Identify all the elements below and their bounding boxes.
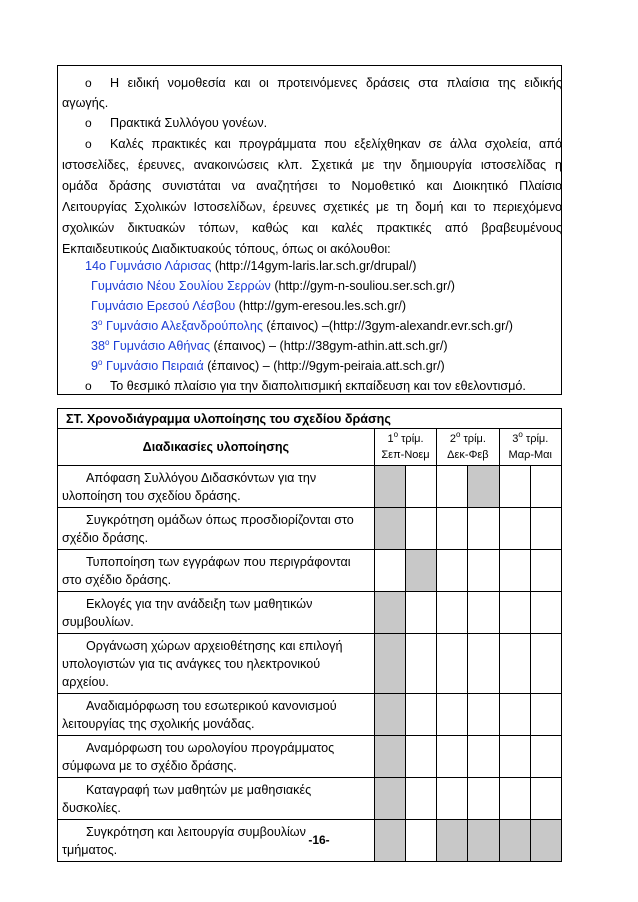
task-cell [58,508,375,550]
page-number: -16- [308,833,330,847]
period-cell [468,634,499,694]
resources-box [57,65,562,395]
period-cell [374,550,405,592]
task-line: υλοποίηση του σχεδίου δράσης. [62,489,241,503]
text-line: αγωγής. [62,96,109,110]
period-cell [437,778,468,820]
task-line: Τυποποίηση των εγγράφων που περιγράφονται [86,555,351,569]
period-cell [499,508,530,550]
task-line: Καταγραφή των μαθητών με μαθησιακές [86,783,312,797]
period-cell [530,736,561,778]
period-cell [499,634,530,694]
shaded-period-cell [374,592,405,634]
task-line: Αναμόρφωση του ωρολογίου προγράμματος [86,741,335,755]
shaded-period-cell [374,778,405,820]
schedule-title: ΣΤ. Χρονοδιάγραμμα υλοποίησης του σχεδίου δράσης [58,409,562,429]
text-line: ιστοσελίδες, έρευνες, ανακοινώσεις κλπ. Σχετικά με την δημιουργία ιστοσελίδας η [62,158,562,172]
table-row [58,592,562,634]
period-cell [437,592,468,634]
task-line: Εκλογές για την ανάδειξη των μαθητικών [86,597,313,611]
shaded-period-cell [374,508,405,550]
bullet-icon: o [85,116,92,130]
quarter-header-2: $2^o$ τρίμ. Δεκ-Φεβ [437,429,499,466]
text-line: Το θεσμικό πλαίσιο για την διαπολιτισμική εκπαίδευση και τον εθελοντισμό. [110,379,526,393]
table-row [58,694,562,736]
shaded-period-cell [468,466,499,508]
school-link-1[interactable]: 14ο Γυμνάσιο Λάρισας (http://14gym-laris.lar.sch.gr/drupal/) [85,259,417,273]
period-cell [437,466,468,508]
schedule-table [57,408,562,862]
text-line: σχολικών δικτυακών τόπων, καθώς και καλές πρακτικές από βραβευμένους [62,221,562,235]
task-line: συμβουλίων. [62,615,134,629]
period-cell [530,634,561,694]
task-line: Απόφαση Συλλόγου Διδασκόντων για την [86,471,317,485]
period-cell [530,550,561,592]
period-cell [530,694,561,736]
shaded-period-cell [374,694,405,736]
school-link-2[interactable]: Γυμνάσιο Νέου Σουλίου Σερρών (http://gym-n-souliou.ser.sch.gr/) [91,279,455,293]
quarter-header-1: $1^o$ τρίμ. Σεπ-Νοεμ [374,429,436,466]
period-cell [499,466,530,508]
task-line: σχέδιο δράσης. [62,531,149,545]
period-cell [437,634,468,694]
task-line: αρχείου. [62,675,109,689]
period-cell [499,592,530,634]
task-line: Συγκρότηση και λειτουργία συμβουλίων [86,825,306,839]
bullet-icon: o [85,137,92,151]
period-cell [530,778,561,820]
task-line: λειτουργίας της σχολικής μονάδας. [62,717,255,731]
school-link-5[interactable]: $38^o$ Γυμνάσιο Αθήνας (έπαινος) – (http://38gym-athin.att.sch.gr/) [91,338,448,353]
period-cell [468,508,499,550]
period-cell [437,694,468,736]
period-cell [530,466,561,508]
table-row [58,634,562,694]
period-cell [406,508,437,550]
task-cell [58,466,375,508]
task-cell [58,778,375,820]
school-link-4[interactable]: $3^o$ Γυμνάσιο Αλεξανδρούπολης (έπαινος) –(http://3gym-alexandr.evr.sch.gr/) [91,318,513,333]
bullet-icon: o [85,76,92,90]
shaded-period-cell [374,466,405,508]
period-cell [406,466,437,508]
task-line: Αναδιαμόρφωση του εσωτερικού κανονισμού [86,699,337,713]
text-line: ομάδα δράσης συνιστάται να αναζητήσει το Νομοθετικό και Διοικητικό Πλαίσιο [62,179,562,193]
table-row [58,508,562,550]
bullet-icon: o [85,379,92,393]
task-line: σύμφωνα με το σχέδιο δράσης. [62,759,237,773]
school-link-6[interactable]: $9^o$ Γυμνάσιο Πειραιά (έπαινος) – (http://9gym-peiraia.att.sch.gr/) [91,358,445,373]
period-cell [437,736,468,778]
task-line: στο σχέδιο δράσης. [62,573,172,587]
period-cell [406,634,437,694]
shaded-period-cell [406,550,437,592]
task-line: τμήματος. [62,843,118,857]
task-line: Οργάνωση χώρων αρχειοθέτησης και επιλογή [86,639,343,653]
period-cell [499,778,530,820]
period-cell [499,736,530,778]
task-line: δυσκολίες. [62,801,121,815]
table-row [58,550,562,592]
quarter-header-3: $3^o$ τρίμ. Μαρ-Μαι [499,429,561,466]
task-cell [58,694,375,736]
table-row [58,778,562,820]
period-cell [437,508,468,550]
period-cell [530,592,561,634]
task-line: υπολογιστών για τις ανάγκες του ηλεκτρονικού [62,657,321,671]
task-cell [58,550,375,592]
text-line: Η ειδική νομοθεσία και οι προτεινόμενες δράσεις στα πλαίσια της ειδικής [110,76,562,90]
school-link-3[interactable]: Γυμνάσιο Ερεσού Λέσβου (http://gym-eresou.les.sch.gr/) [91,299,407,313]
period-cell [468,736,499,778]
text-line: Πρακτικά Συλλόγου γονέων. [110,116,268,130]
text-line: Καλές πρακτικές και προγράμματα που εξελίχθηκαν σε άλλα σχολεία, από [110,137,562,151]
period-cell [406,592,437,634]
text-line: Λειτουργίας Σχολικών Ιστοσελίδων, έρευνες σχετικές με τη δομή και το περιεχόμενο [62,200,562,214]
task-cell [58,634,375,694]
period-cell [499,694,530,736]
table-row [58,466,562,508]
shaded-period-cell [374,736,405,778]
table-row [58,736,562,778]
period-cell [468,592,499,634]
period-cell [406,778,437,820]
task-line: Συγκρότηση ομάδων όπως προσδιορίζονται στο [86,513,354,527]
task-cell [58,736,375,778]
period-cell [499,550,530,592]
text-line: Εκπαιδευτικούς Διαδικτυακούς τόπους, όπως οι ακόλουθοι: [62,242,391,256]
period-cell [530,508,561,550]
shaded-period-cell [374,634,405,694]
period-cell [468,550,499,592]
task-cell [58,592,375,634]
period-cell [406,736,437,778]
period-cell [468,778,499,820]
period-cell [437,550,468,592]
period-cell [468,694,499,736]
period-cell [406,694,437,736]
tasks-column-header: Διαδικασίες υλοποίησης [58,429,375,466]
